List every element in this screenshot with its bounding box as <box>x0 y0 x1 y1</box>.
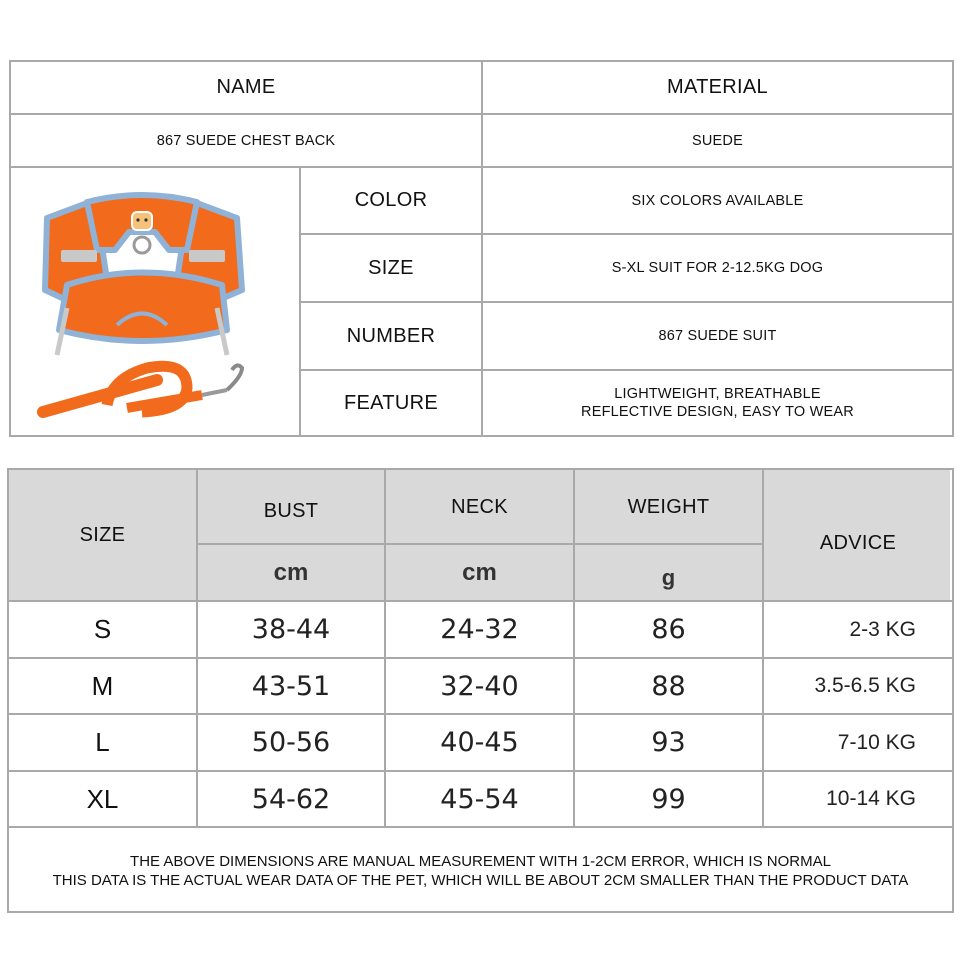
size-label: SIZE <box>368 256 414 279</box>
color-value: SIX COLORS AVAILABLE <box>631 192 804 209</box>
number-value: 867 SUEDE SUIT <box>658 328 777 344</box>
feature-line-2: REFLECTIVE DESIGN, EASY TO WEAR <box>581 404 854 420</box>
size-l-weight: 93 <box>651 727 686 758</box>
size-xl-label: XL <box>86 783 119 814</box>
size-xl-advice: 10-14 KG <box>826 787 916 810</box>
size-l-advice: 7-10 KG <box>837 730 916 754</box>
harness-product-image <box>37 190 267 425</box>
material-value: SUEDE <box>692 132 743 149</box>
size-l-bust: 50-56 <box>251 727 331 758</box>
neck-header: NECK <box>451 496 508 518</box>
size-xl-weight: 99 <box>651 783 686 815</box>
bust-unit: cm <box>273 558 309 586</box>
number-label: NUMBER <box>346 324 436 347</box>
size-s-weight: 86 <box>651 614 686 645</box>
note-line-1: THE ABOVE DIMENSIONS ARE MANUAL MEASUREMENT WITH 1-2CM ERROR, WHICH IS NORMAL <box>130 853 831 870</box>
size-l-neck: 40-45 <box>440 727 519 758</box>
bust-header: BUST <box>263 500 319 522</box>
feature-label: FEATURE <box>344 391 438 414</box>
size-xl-neck: 45-54 <box>440 783 519 815</box>
neck-unit: cm <box>462 558 497 586</box>
name-header: NAME <box>216 76 276 98</box>
leash <box>43 365 242 412</box>
size-m-weight: 88 <box>651 670 686 702</box>
harness-body <box>45 195 242 355</box>
size-s-label: S <box>93 614 112 644</box>
material-header: MATERIAL <box>667 76 768 98</box>
size-m-neck: 32-40 <box>440 670 519 702</box>
feature-value <box>483 371 952 435</box>
size-s-neck: 24-32 <box>440 614 519 645</box>
size-xl-bust: 54-62 <box>251 783 331 815</box>
size-m-bust: 43-51 <box>251 670 331 702</box>
advice-header: ADVICE <box>819 531 897 554</box>
size-m-advice: 3.5-6.5 KG <box>814 674 916 697</box>
weight-unit: g <box>661 564 676 590</box>
measurement-notes <box>9 846 952 896</box>
size-s-advice: 2-3 KG <box>849 617 916 641</box>
feature-line-1: LIGHTWEIGHT, BREATHABLE <box>614 386 821 402</box>
size-m-label: M <box>91 670 114 701</box>
size-header: SIZE <box>79 523 126 546</box>
size-s-bust: 38-44 <box>251 614 331 645</box>
size-value: S-XL SUIT FOR 2-12.5KG DOG <box>611 260 824 276</box>
size-chart-table <box>7 468 954 913</box>
name-value: 867 SUEDE CHEST BACK <box>156 132 336 149</box>
size-l-label: L <box>95 727 110 757</box>
color-label: COLOR <box>354 189 428 211</box>
product-info-table <box>9 60 954 437</box>
note-line-2: THIS DATA IS THE ACTUAL WEAR DATA OF THE PET, WHICH WILL BE ABOUT 2CM SMALLER THAN THE PRODUCT DATA <box>52 872 909 889</box>
weight-header: WEIGHT <box>627 496 710 518</box>
